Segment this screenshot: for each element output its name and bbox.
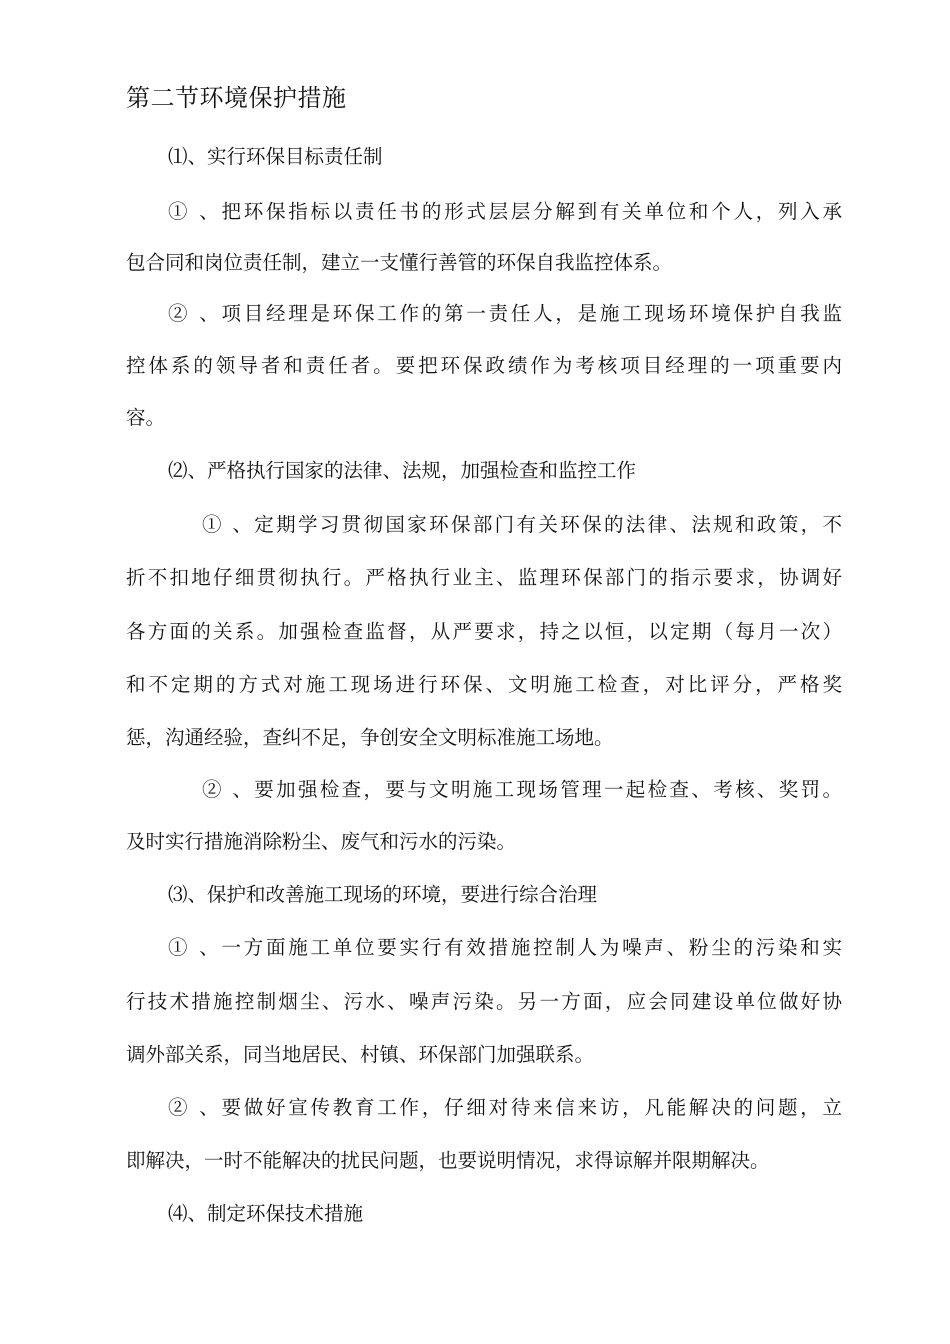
paragraph-line: 和不定期的方式对施工现场进行环保、文明施工检查，对比评分，严格奖 <box>126 673 842 696</box>
paragraph-line: ① 、一方面施工单位要实行有效措施控制人为噪声、粉尘的污染和实 <box>168 936 842 959</box>
paragraph-line: 惩，沟通经验，查纠不足，争创安全文明标准施工场地。 <box>126 726 614 749</box>
paragraph-line: 容。 <box>126 406 166 429</box>
paragraph-line: 及时实行措施消除粉尘、废气和污水的污染。 <box>126 830 517 853</box>
paragraph-line: 折不扣地仔细贯彻执行。严格执行业主、监理环保部门的指示要求，协调好 <box>126 566 842 589</box>
paragraph-line: 包合同和岗位责任制，建立一支懂行善管的环保自我监控体系。 <box>126 251 673 274</box>
item-heading-2: ⑵、严格执行国家的法律、法规，加强检查和监控工作 <box>168 459 637 482</box>
paragraph-line: 调外部关系，同当地居民、村镇、环保部门加强联系。 <box>126 1043 595 1066</box>
paragraph-line: 各方面的关系。加强检查监督，从严要求，持之以恒，以定期（每月一次） <box>126 620 842 643</box>
paragraph-line: ② 、要做好宣传教育工作，仔细对待来信来访，凡能解决的问题，立 <box>168 1096 842 1119</box>
paragraph-line: 即解决，一时不能解决的扰民问题，也要说明情况，求得谅解并限期解决。 <box>126 1149 770 1172</box>
paragraph-line: 控体系的领导者和责任者。要把环保政绩作为考核项目经理的一项重要内 <box>126 354 842 377</box>
paragraph-line: ② 、要加强检查，要与文明施工现场管理一起检查、考核、奖罚。 <box>202 778 842 801</box>
paragraph-line: 行技术措施控制烟尘、污水、噪声污染。另一方面，应会同建设单位做好协 <box>126 990 842 1013</box>
paragraph-line: ① 、定期学习贯彻国家环保部门有关环保的法律、法规和政策，不 <box>202 513 842 536</box>
paragraph-line: ② 、项目经理是环保工作的第一责任人，是施工现场环境保护自我监 <box>168 302 842 325</box>
item-heading-3: ⑶、保护和改善施工现场的环境，要进行综合治理 <box>168 883 598 906</box>
section-title: 第二节环境保护措施 <box>126 84 347 112</box>
item-heading-1: ⑴、实行环保目标责任制 <box>168 145 383 168</box>
paragraph-line: ① 、把环保指标以责任书的形式层层分解到有关单位和个人，列入承 <box>168 200 842 223</box>
item-heading-4: ⑷、制定环保技术措施 <box>168 1202 364 1225</box>
